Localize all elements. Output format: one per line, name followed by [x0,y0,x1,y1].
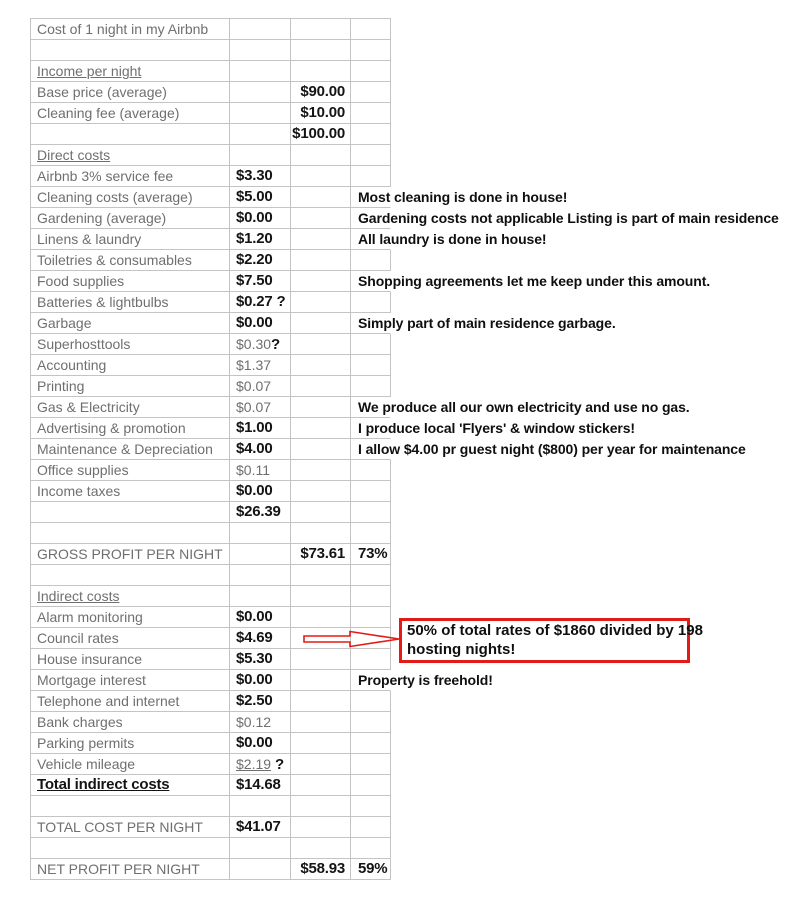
table-row [31,166,391,187]
label-cell[interactable] [31,355,230,376]
percent-cell[interactable] [351,145,391,166]
table-row [31,481,391,502]
percent-cell[interactable] [351,649,391,670]
table-row [31,586,391,607]
total-cell[interactable] [291,376,351,397]
label-cell[interactable] [31,313,230,334]
table-row [31,103,391,124]
cell-text: Food supplies [37,273,125,289]
amount-cell[interactable] [230,481,291,502]
cell-text: Bank charges [37,714,123,730]
cell-text: Cost of 1 night in my Airbnb [37,21,209,37]
percent-cell[interactable] [351,670,493,691]
table-row [31,460,391,481]
label-cell[interactable] [31,586,230,607]
cell-text: $2.19 [236,756,272,772]
total-cell[interactable] [291,460,351,481]
cell-text: $0.00 [236,482,273,499]
table-row [31,670,493,691]
total-cell[interactable] [291,733,351,754]
cell-text: $41.07 [236,818,281,835]
cell-text: $0.00 [236,209,273,226]
cell-text: $14.68 [236,776,281,793]
callout-text-line1: 50% of total rates of $1860 divided by 198 [407,622,703,639]
amount-cell[interactable] [230,187,291,208]
total-cell[interactable] [291,187,351,208]
total-cell[interactable] [291,544,351,565]
cell-text: $0.00 [236,314,273,331]
total-cell[interactable] [291,208,351,229]
label-cell[interactable] [31,145,230,166]
amount-cell[interactable] [230,775,291,796]
label-cell[interactable] [31,481,230,502]
total-cell[interactable] [291,124,351,145]
cell-text: $73.61 [300,545,345,562]
total-cell[interactable] [291,103,351,124]
amount-cell[interactable] [230,838,291,859]
amount-cell[interactable] [230,733,291,754]
table-row [31,145,391,166]
label-cell[interactable] [31,397,230,418]
label-cell[interactable] [31,796,230,817]
amount-cell[interactable] [230,166,291,187]
amount-cell[interactable] [230,61,291,82]
label-cell[interactable] [31,691,230,712]
amount-cell[interactable] [230,691,291,712]
cell-text: Printing [37,378,85,394]
label-cell[interactable] [31,523,230,544]
cell-text: Income per night [37,63,142,79]
percent-cell[interactable] [351,607,391,628]
label-cell[interactable] [31,439,230,460]
label-cell[interactable] [31,838,230,859]
cell-text: $2.50 [236,692,273,709]
amount-cell[interactable] [230,712,291,733]
table-row [31,691,391,712]
cell-text: $90.00 [300,83,345,100]
label-cell[interactable] [31,124,230,145]
table-row [31,40,391,61]
cell-text: Direct costs [37,147,111,163]
cell-text: $4.69 [236,629,273,646]
amount-cell[interactable] [230,19,291,40]
total-cell[interactable] [291,754,351,775]
cell-text: $0.30 [236,336,272,352]
cell-text: House insurance [37,651,143,667]
cell-text: NET PROFIT PER NIGHT [37,861,200,877]
table-row [31,439,746,460]
amount-cell[interactable] [230,607,291,628]
cell-text: Simply part of main residence garbage. [358,315,616,331]
total-cell[interactable] [291,565,351,586]
table-row [31,124,391,145]
cell-text: Shopping agreements let me keep under this amount. [358,273,711,289]
percent-cell[interactable] [351,565,391,586]
table-row [31,271,711,292]
label-cell[interactable] [31,40,230,61]
cell-text: $100.00 [292,125,345,142]
table-row [31,61,391,82]
total-cell[interactable] [291,61,351,82]
label-cell[interactable] [31,502,230,523]
cell-text: Superhosttools [37,336,131,352]
cell-text: Gas & Electricity [37,399,140,415]
total-cell[interactable] [291,712,351,733]
total-cell[interactable] [291,313,351,334]
total-cell[interactable] [291,586,351,607]
percent-cell[interactable] [351,460,391,481]
amount-cell[interactable] [230,313,291,334]
table-row [31,502,391,523]
cell-text: $7.50 [236,272,273,289]
amount-cell[interactable] [230,250,291,271]
cell-text: GROSS PROFIT PER NIGHT [37,546,223,562]
amount-cell[interactable] [230,355,291,376]
cell-text: ? [271,336,281,353]
label-cell[interactable] [31,733,230,754]
cell-text: $0.00 [236,671,273,688]
percent-cell[interactable] [351,586,391,607]
amount-cell[interactable] [230,586,291,607]
percent-cell[interactable] [351,838,391,859]
percent-cell[interactable] [351,334,391,355]
cell-text: $5.30 [236,650,273,667]
amount-cell[interactable] [230,397,291,418]
cell-text: $0.07 [236,399,272,415]
total-cell[interactable] [291,19,351,40]
amount-cell[interactable] [230,229,291,250]
amount-cell[interactable] [230,544,291,565]
cell-text: I allow $4.00 pr guest night ($800) per year for maintenance [358,441,746,457]
table-row [31,859,391,880]
cell-text: Council rates [37,630,119,646]
table-row [31,754,391,775]
percent-cell[interactable] [351,523,391,544]
label-cell[interactable] [31,250,230,271]
percent-cell[interactable] [351,418,635,439]
label-cell[interactable] [31,103,230,124]
cell-text: $0.27 ? [236,293,286,310]
label-cell[interactable] [31,649,230,670]
percent-cell[interactable] [351,208,779,229]
amount-cell[interactable] [230,124,291,145]
percent-cell[interactable] [351,229,547,250]
percent-cell[interactable] [351,19,391,40]
total-cell[interactable] [291,355,351,376]
amount-cell[interactable] [230,754,291,775]
label-cell[interactable] [31,607,230,628]
percent-cell[interactable] [351,187,568,208]
total-cell[interactable] [291,271,351,292]
label-cell[interactable] [31,334,230,355]
percent-cell[interactable] [351,733,391,754]
amount-cell[interactable] [230,439,291,460]
table-row [31,649,391,670]
cell-text: $1.20 [236,230,273,247]
cell-text: Maintenance & Depreciation [37,441,213,457]
total-cell[interactable] [291,82,351,103]
label-cell[interactable] [31,376,230,397]
table-row [31,418,635,439]
label-cell[interactable] [31,628,230,649]
right-block-arrow-icon[interactable] [303,629,401,649]
callout-text-line2: hosting nights! [407,641,516,658]
cell-text: $58.93 [300,860,345,877]
amount-cell[interactable] [230,82,291,103]
percent-cell[interactable] [351,796,391,817]
label-cell[interactable] [31,859,230,880]
label-cell[interactable] [31,166,230,187]
table-row [31,565,391,586]
label-cell[interactable] [31,82,230,103]
label-cell[interactable] [31,61,230,82]
percent-cell[interactable] [351,124,391,145]
cell-text: Telephone and internet [37,693,180,709]
percent-cell[interactable] [351,439,746,460]
table-row [31,817,391,838]
cell-text: Cleaning fee (average) [37,105,180,121]
amount-cell[interactable] [230,208,291,229]
percent-cell[interactable] [351,817,391,838]
percent-cell[interactable] [351,355,391,376]
cell-text: Gardening costs not applicable Listing is part of main residence [358,210,779,226]
total-cell[interactable] [291,502,351,523]
cell-text: TOTAL COST PER NIGHT [37,819,203,835]
label-cell[interactable] [31,565,230,586]
cell-text: $2.20 [236,251,273,268]
percent-cell[interactable] [351,292,391,313]
table-row [31,313,616,334]
cell-text: $0.00 [236,608,273,625]
total-cell[interactable] [291,292,351,313]
amount-cell[interactable] [230,376,291,397]
label-cell[interactable] [31,208,230,229]
cell-text: All laundry is done in house! [358,231,547,247]
amount-cell[interactable] [230,334,291,355]
table-row [31,229,547,250]
total-cell[interactable] [291,649,351,670]
cell-text: Income taxes [37,483,121,499]
total-cell[interactable] [291,439,351,460]
total-cell[interactable] [291,670,351,691]
cell-text: Alarm monitoring [37,609,143,625]
percent-cell[interactable] [351,397,690,418]
amount-cell[interactable] [230,859,291,880]
cell-text: Parking permits [37,735,135,751]
amount-cell[interactable] [230,649,291,670]
percent-cell[interactable] [351,61,391,82]
percent-cell[interactable] [351,376,391,397]
percent-cell[interactable] [351,754,391,775]
label-cell[interactable] [31,271,230,292]
cell-text: Advertising & promotion [37,420,186,436]
cell-text: $10.00 [300,104,345,121]
cell-text: Office supplies [37,462,129,478]
table-row [31,250,391,271]
percent-cell[interactable] [351,250,391,271]
table-row [31,523,391,544]
amount-cell[interactable] [230,817,291,838]
table-row [31,19,391,40]
cell-text: I produce local 'Flyers' & window stickers! [358,420,635,436]
amount-cell[interactable] [230,502,291,523]
total-cell[interactable] [291,796,351,817]
label-cell[interactable] [31,418,230,439]
cell-text: $3.30 [236,167,273,184]
cell-text: $0.07 [236,378,272,394]
percent-cell[interactable] [351,82,391,103]
amount-cell[interactable] [230,271,291,292]
table-row [31,376,391,397]
cell-text: $4.00 [236,440,273,457]
cell-text: 73% [358,545,388,562]
percent-cell[interactable] [351,544,391,565]
total-cell[interactable] [291,481,351,502]
table-row [31,208,779,229]
cell-text: $0.12 [236,714,272,730]
table-row [31,838,391,859]
amount-cell[interactable] [230,628,291,649]
cell-text: 59% [358,860,388,877]
total-cell[interactable] [291,250,351,271]
amount-cell[interactable] [230,670,291,691]
total-cell[interactable] [291,40,351,61]
cell-text: $0.00 [236,734,273,751]
table-row [31,607,391,628]
amount-cell[interactable] [230,145,291,166]
total-cell[interactable] [291,229,351,250]
table-row [31,397,690,418]
amount-cell[interactable] [230,418,291,439]
amount-cell[interactable] [230,796,291,817]
cell-text: Toiletries & consumables [37,252,192,268]
percent-cell[interactable] [351,481,391,502]
amount-cell[interactable] [230,103,291,124]
cell-text: $1.00 [236,419,273,436]
cell-text: $0.11 [236,462,270,478]
total-cell[interactable] [291,418,351,439]
cell-text: Mortgage interest [37,672,146,688]
label-cell[interactable] [31,229,230,250]
amount-cell[interactable] [230,460,291,481]
cell-text: Accounting [37,357,107,373]
percent-cell[interactable] [351,859,391,880]
label-cell[interactable] [31,544,230,565]
amount-cell[interactable] [230,292,291,313]
table-row [31,292,391,313]
cell-text: $5.00 [236,188,273,205]
council-rates-callout[interactable] [399,618,703,663]
table-row [31,334,391,355]
cell-text: ? [271,756,284,773]
total-cell[interactable] [291,523,351,544]
cell-text: Vehicle mileage [37,756,136,772]
table-row [31,775,391,796]
cell-text: Cleaning costs (average) [37,189,193,205]
percent-cell[interactable] [351,271,711,292]
table-row [31,712,391,733]
total-cell[interactable] [291,859,351,880]
cell-text: Base price (average) [37,84,167,100]
percent-cell[interactable] [351,40,391,61]
percent-cell[interactable] [351,166,391,187]
table-row [31,796,391,817]
cell-text: Property is freehold! [358,672,493,688]
label-cell[interactable] [31,292,230,313]
table-row [31,82,391,103]
cell-text: Linens & laundry [37,231,142,247]
cell-text: $26.39 [236,503,281,520]
total-cell[interactable] [291,397,351,418]
total-cell[interactable] [291,817,351,838]
table-row [31,733,391,754]
cell-text: Most cleaning is done in house! [358,189,568,205]
label-cell[interactable] [31,19,230,40]
percent-cell[interactable] [351,103,391,124]
label-cell[interactable] [31,187,230,208]
label-cell[interactable] [31,712,230,733]
cell-text: Total indirect costs [37,776,170,793]
percent-cell[interactable] [351,691,391,712]
table-row [31,544,391,565]
percent-cell[interactable] [351,502,391,523]
cell-text: Gardening (average) [37,210,167,226]
total-cell[interactable] [291,166,351,187]
cell-text: $1.37 [236,357,272,373]
label-cell[interactable] [31,460,230,481]
percent-cell[interactable] [351,775,391,796]
total-cell[interactable] [291,607,351,628]
label-cell[interactable] [31,775,230,796]
total-cell[interactable] [291,334,351,355]
table-row [31,355,391,376]
cell-text: We produce all our own electricity and use no gas. [358,399,690,415]
label-cell[interactable] [31,817,230,838]
percent-cell[interactable] [351,313,616,334]
amount-cell[interactable] [230,40,291,61]
total-cell[interactable] [291,145,351,166]
label-cell[interactable] [31,670,230,691]
total-cell[interactable] [291,775,351,796]
total-cell[interactable] [291,838,351,859]
table-row [31,187,568,208]
amount-cell[interactable] [230,523,291,544]
amount-cell[interactable] [230,565,291,586]
label-cell[interactable] [31,754,230,775]
cell-text: Batteries & lightbulbs [37,294,169,310]
cell-text: Airbnb 3% service fee [37,168,174,184]
cell-text: Indirect costs [37,588,120,604]
percent-cell[interactable] [351,712,391,733]
cell-text: Garbage [37,315,92,331]
total-cell[interactable] [291,691,351,712]
